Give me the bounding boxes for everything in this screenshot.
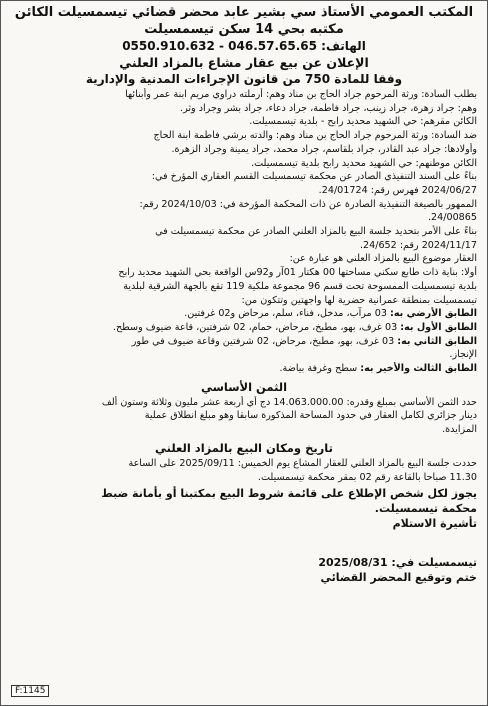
receipt-stamp: تأشيرة الاستلام bbox=[392, 517, 477, 531]
place-date: تيسمسيلت في: 2025/08/31 bbox=[318, 556, 477, 570]
reference-code: F:1145 bbox=[11, 685, 49, 697]
date-paragraph bbox=[11, 457, 477, 484]
floors-list bbox=[11, 307, 477, 376]
text-line: وأولادها: جراد عبد القادر، جراد بلقاسم، جراد محمد، جراد يمينة وجراد الزهرة. bbox=[171, 143, 477, 155]
notice-subtitle: وفقا للمادة 750 من قانون الإجراءات المدنية والإدارية bbox=[85, 72, 403, 86]
signature-line: ختم وتوقيع المحضر القضائي bbox=[320, 571, 477, 585]
text-line: الكائن مقرهم: حي الشهيد محديد رابح - بلدية تيسمسيلت. bbox=[249, 116, 477, 128]
respondent-paragraph bbox=[11, 129, 477, 170]
notice-header bbox=[11, 4, 477, 87]
floor-label: الطابق الثاني به: bbox=[397, 335, 477, 347]
floor-line bbox=[11, 348, 477, 362]
floor-text: سطح وغرفة بياضة. bbox=[279, 363, 361, 375]
text-line: بناءً على الأمر بتحديد جلسة البيع بالمزاد العلني الصادر عن محكمة تيسمسيلت في bbox=[155, 226, 477, 238]
text-line: حددت جلسة البيع بالمزاد العلني للعقار المشاع يوم الخميس: 2025/09/11 على الساعة bbox=[128, 457, 477, 469]
text-line: محكمة تيسمسيلت. bbox=[374, 502, 477, 516]
floor-label: الطابق الأرضي به: bbox=[390, 308, 477, 320]
text-line: الكائن موطنهم: حي الشهيد محديد رابح بلدية تيسمسيلت. bbox=[251, 157, 477, 169]
date-heading: تاريخ ومكان البيع بالمزاد العلني bbox=[155, 440, 333, 455]
text-line: ضد السادة: ورثة المرحوم جراد الحاج بن مناد وهم: والدته برشي فاطمة ابنة الحاج bbox=[153, 130, 477, 142]
text-line: 24/00865. bbox=[427, 212, 477, 224]
text-line: تيسمسيلت بمنطقة عمرانية حضرية لها واجهتين وتتكون من: bbox=[241, 294, 477, 306]
notice-body bbox=[11, 88, 477, 531]
floor-label: الطابق الأول به: bbox=[400, 321, 477, 333]
petitioner-paragraph bbox=[11, 88, 477, 129]
text-line: بناءً على السند التنفيذي الصادر عن محكمة تيسمسيلت القسم العقاري المؤرخ في: bbox=[151, 171, 477, 183]
text-line: الممهور بالصيغة التنفيذية الصادرة عن ذات المحكمة المؤرخة في: 2024/10/03 رقم: bbox=[139, 198, 477, 210]
text-line: أولا: بناية ذات طابع سكني مساحتها 00 هكتار 01آر و92س الواقعة بحي الشهيد محديد رابح bbox=[118, 267, 477, 279]
floor-label: الطابق الثالث والأخير به: bbox=[360, 363, 477, 375]
property-paragraph bbox=[11, 252, 477, 307]
text-line: حدد الثمن الأساسي بمبلغ وقدره: 14.063.000.00 دج أي أربعة عشر مليون وثلاثة وستون ألف bbox=[101, 396, 477, 408]
floor-line bbox=[11, 335, 477, 349]
text-line: بلدية تيسمسيلت الممسوحة تحت قسم 96 مجموعة ملكية 119 تقع بالجهة الشرقية لبلدية bbox=[123, 280, 477, 292]
text-line: 11.30 صباحا بالقاعة رقم 02 بمقر محكمة تيسمسيلت. bbox=[257, 471, 477, 483]
floor-text: 03 مرآب، مدخل، فناء، سلم، مرحاض و02 غرفتين. bbox=[184, 308, 391, 320]
floor-line bbox=[11, 362, 477, 376]
address-line: مكتبه بحي 14 سكن تيسمسيلت bbox=[144, 22, 344, 37]
text-line: بطلب السادة: ورثة المرحوم جراد الحاج بن مناد وهم: أرملته دراوي مريم ابنة عمر وأبنائها bbox=[125, 89, 477, 100]
floor-text: 03 غرف، بهو، مطبخ، مرحاض، 02 شرفتين وقاعة ضيوف في طور bbox=[131, 335, 398, 347]
basis-paragraph bbox=[11, 170, 477, 252]
text-line: المزايدة. bbox=[442, 424, 477, 436]
price-heading: الثمن الأساسي bbox=[200, 379, 288, 394]
text-line: 2024/06/27 فهرس رقم: 24/01724. bbox=[318, 184, 477, 196]
phone-line: الهاتف: 046.57.65.65 - 0550.910.632 bbox=[122, 39, 366, 53]
floor-text: 03 غرف، بهو، مطبخ، مرحاض، حمام، 02 شرفتين، قاعة ضيوف وسطح. bbox=[112, 321, 401, 333]
floor-line bbox=[11, 307, 477, 321]
floor-line bbox=[11, 321, 477, 335]
text-line: دينار جزائري لكامل العقار في حدود المساحة المذكورة سابقا وهو مبلغ انطلاق عملية bbox=[144, 410, 477, 422]
price-paragraph bbox=[11, 396, 477, 437]
office-line: المكتب العمومي الأستاذ سي بشير عابد محضر قضائي تيسمسيلت الكائن bbox=[14, 5, 474, 20]
text-line: العقار موضوع البيع بالمزاد العلني هو عبارة عن: bbox=[289, 253, 477, 265]
notice-footer bbox=[11, 555, 477, 585]
text-line: 2024/11/17 رقم: 24/652. bbox=[359, 239, 477, 251]
floor-text: الإنجاز. bbox=[449, 349, 477, 361]
notice-paragraph bbox=[11, 486, 477, 531]
text-line: يجوز لكل شخص الإطلاع على قائمة شروط البيع بمكتبنا أو بأمانة ضبط bbox=[101, 487, 477, 501]
notice-title: الإعلان عن بيع عقار مشاع بالمزاد العلني bbox=[119, 55, 369, 70]
text-line: وهم: جراد زهرة، جراد زينب، جراد فاطمة، جراد دعاء، جراد بشر وجراد وثر. bbox=[180, 102, 477, 114]
